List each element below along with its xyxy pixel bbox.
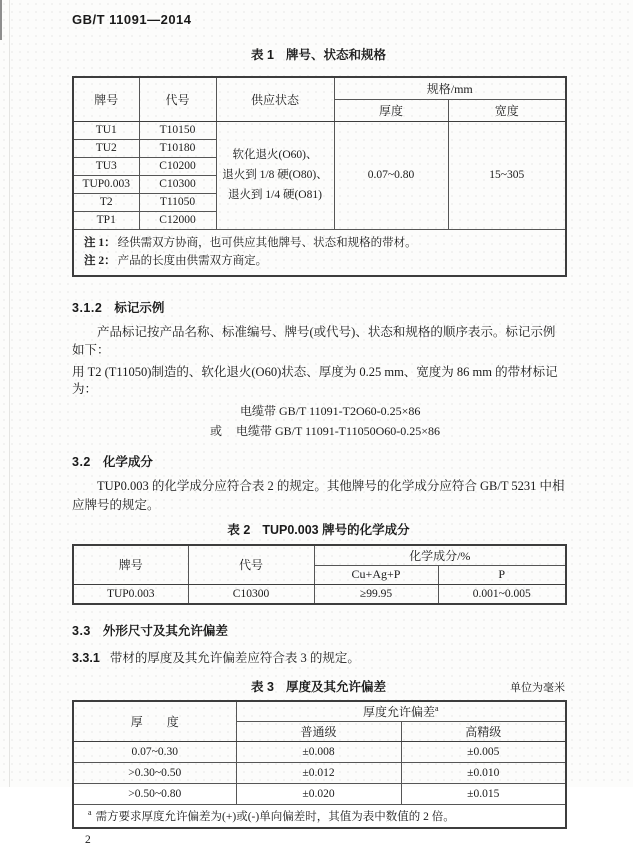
table-row <box>73 742 566 763</box>
table3-label: 表 3 <box>251 680 274 694</box>
table1-caption-text: 牌号、状态和规格 <box>285 48 386 62</box>
high-tolerance-cell: ±0.015 <box>401 784 566 805</box>
high-tolerance-cell: ±0.010 <box>401 763 566 784</box>
section-331-line <box>72 648 565 666</box>
code-cell: T11050 <box>139 193 216 211</box>
section-title: 标记示例 <box>114 300 165 315</box>
p-value-cell: 0.001~0.005 <box>438 584 566 604</box>
high-tolerance-cell: ±0.005 <box>401 742 566 763</box>
standard-number: GB/T 11091—2014 <box>72 12 192 27</box>
table2-label: 表 2 <box>227 522 251 537</box>
supply-line: 软化退火(O60)、 <box>232 149 318 161</box>
grade-cell: T2 <box>73 193 139 211</box>
width-range-cell: 15~305 <box>448 121 566 229</box>
marking-example-1: 电缆带 GB/T 11091-T2O60-0.25×86 <box>240 403 421 418</box>
grade-cell: TUP0.003 <box>73 175 139 193</box>
table-row <box>73 121 566 139</box>
chemical-composition-paragraph: TUP0.003 的化学成分应符合表 2 的规定。其他牌号的化学成分应符合 GB/T 5231 中相应牌号的规定。 <box>72 478 565 512</box>
table2-header-grade: 牌号 <box>73 545 188 585</box>
grade-cell: TP1 <box>73 211 139 229</box>
section-title: 外形尺寸及其允许偏差 <box>102 624 228 638</box>
table3-thickness-tolerance <box>72 700 567 829</box>
note-label: 注 2： <box>84 254 116 267</box>
section-title: 化学成分 <box>102 454 153 469</box>
page-content <box>72 0 565 846</box>
table1-notes <box>73 229 566 276</box>
grade-cell: TUP0.003 <box>73 584 188 604</box>
table1-header-grade: 牌号 <box>73 77 139 121</box>
table2-caption <box>72 520 565 538</box>
scan-corner-mark <box>0 0 2 40</box>
section-heading-33 <box>72 621 565 639</box>
table1-grades-states-specs <box>72 76 567 277</box>
section-number: 3.3.1 <box>72 651 100 665</box>
table-row <box>73 584 566 604</box>
table1-header-width: 宽度 <box>448 99 566 121</box>
section-heading-312 <box>72 298 565 316</box>
note-text: 经供需双方协商，也可供应其他牌号、状态和规格的带材。 <box>117 236 417 249</box>
grade-cell: TU1 <box>73 121 139 139</box>
or-label: 或 <box>210 423 223 438</box>
code-cell: T10180 <box>139 139 216 157</box>
supply-state-cell <box>216 121 334 229</box>
marking-example-2 <box>72 422 565 439</box>
footnote-text: 需方要求厚度允许偏差为(+)或(-)单向偏差时，其值为表中数值的 2 倍。 <box>95 811 455 823</box>
table-row <box>73 784 566 805</box>
section-number: 3.1.2 <box>72 300 103 315</box>
table1-notes-row <box>73 229 566 276</box>
table2-header-p: P <box>438 565 566 584</box>
table1-label: 表 1 <box>251 48 274 62</box>
marking-example-description: 用 T2 (T11050)制造的、软化退火(O60)状态、厚度为 0.25 mm、宽度为 86 mm 的带材标记为： <box>72 364 558 396</box>
table1-header-code: 代号 <box>139 77 216 121</box>
cuagp-value-cell: ≥99.95 <box>314 584 438 604</box>
section-number: 3.2 <box>72 454 91 469</box>
section-heading-32 <box>72 452 565 470</box>
section-331-text: 带材的厚度及其允许偏差应符合表 3 的规定。 <box>109 651 360 665</box>
grade-cell: TU3 <box>73 157 139 175</box>
table3-header-normal-grade: 普通级 <box>236 722 401 742</box>
marking-intro-paragraph: 产品标记按产品名称、标准编号、牌号(或代号)、状态和规格的顺序表示。标记示例如下： <box>72 324 556 357</box>
note-line <box>84 252 555 270</box>
page-number: 2 <box>85 834 91 846</box>
table2-header-chem: 化学成分/% <box>314 545 566 566</box>
table1-header-supply: 供应状态 <box>216 77 334 121</box>
note-text: 产品的长度由供需双方商定。 <box>117 254 268 267</box>
footnote-marker: a <box>88 808 92 818</box>
code-cell: C10200 <box>139 157 216 175</box>
table1-header-thickness: 厚度 <box>334 99 448 121</box>
normal-tolerance-cell: ±0.020 <box>236 784 401 805</box>
thickness-cell: >0.30~0.50 <box>73 763 236 784</box>
table3-header-tolerance: 厚度允许偏差$^a$ <box>236 701 566 722</box>
grade-cell: TU2 <box>73 139 139 157</box>
code-cell: T10150 <box>139 121 216 139</box>
note-label: 注 1： <box>84 236 116 249</box>
table2-caption-text: TUP0.003 牌号的化学成分 <box>262 522 410 537</box>
supply-line: 退火到 1/4 硬(O81) <box>228 189 322 201</box>
marking-example-2-text: 电缆带 GB/T 11091-T11050O60-0.25×86 <box>236 423 440 438</box>
table2-header-code: 代号 <box>188 545 314 585</box>
note-line <box>84 234 555 252</box>
table3-header-high-grade: 高精级 <box>401 722 566 742</box>
table2-chemical-composition <box>72 544 567 606</box>
code-cell: C12000 <box>139 211 216 229</box>
code-cell: C10300 <box>188 584 314 604</box>
section-number: 3.3 <box>72 624 91 638</box>
table1-caption <box>72 45 565 63</box>
table3-caption-text: 厚度及其允许偏差 <box>285 680 386 694</box>
code-cell: C10300 <box>139 175 216 193</box>
table3-header-thickness: 厚 度 <box>73 701 236 742</box>
unit-note: 单位为毫米 <box>510 682 565 694</box>
table3-footnote-row <box>73 805 566 829</box>
table3-footnote <box>73 805 566 829</box>
table-row <box>73 763 566 784</box>
thickness-range-cell: 0.07~0.80 <box>334 121 448 229</box>
thickness-cell: >0.50~0.80 <box>73 784 236 805</box>
table2-header-cuagp: Cu+Ag+P <box>314 565 438 584</box>
normal-tolerance-cell: ±0.012 <box>236 763 401 784</box>
table1-header-spec: 规格/mm <box>334 77 566 99</box>
normal-tolerance-cell: ±0.008 <box>236 742 401 763</box>
table3-caption-row <box>72 677 565 693</box>
tolerance-footnote-marker: a <box>434 704 439 713</box>
supply-line: 退火到 1/8 硬(O80)、 <box>222 169 328 181</box>
table3-caption <box>72 677 565 695</box>
thickness-cell: 0.07~0.30 <box>73 742 236 763</box>
scan-edge-line <box>9 0 10 787</box>
